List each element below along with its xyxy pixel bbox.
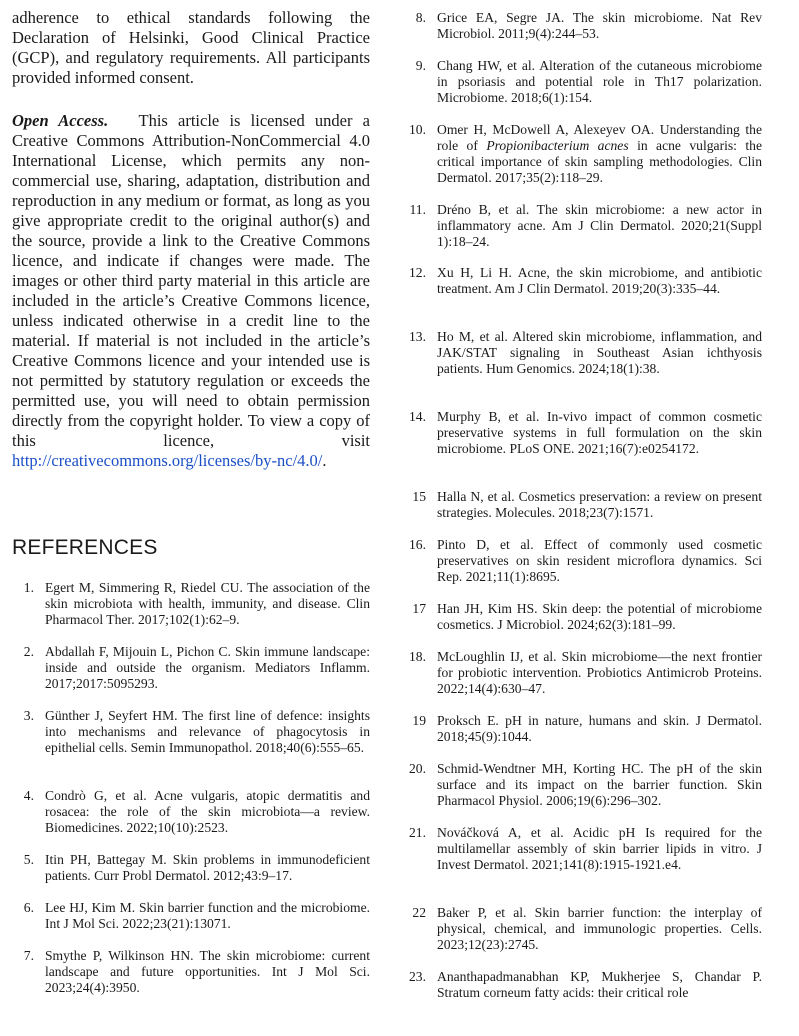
reference-number: 3.: [23, 708, 34, 723]
reference-item: [406, 825, 762, 873]
reference-number: 15: [412, 489, 426, 504]
reference-item: [406, 761, 762, 809]
reference-number: 18.: [409, 649, 426, 664]
reference-text: Proksch E. pH in nature, humans and skin. J Dermatol. 2018;45(9):1044.: [437, 713, 762, 744]
reference-item: [406, 202, 762, 250]
reference-text: Condrò G, et al. Acne vulgaris, atopic dermatitis and rosacea: the role of the skin microbiota—a review. Biomedicines. 2022;10(10):2523.: [45, 788, 370, 835]
reference-text: Chang HW, et al. Alteration of the cutaneous microbiome in psoriasis and potential role in Th17 polarization. Microbiome. 2018;6(1):154.: [437, 58, 762, 105]
reference-text: Murphy B, et al. In-vivo impact of common cosmetic preservative systems in full formulation on the skin microbiome. PLoS ONE. 2021;16(7):e0254172.: [437, 409, 762, 456]
reference-number: 4.: [23, 788, 34, 803]
reference-item: [12, 788, 370, 836]
reference-item: [406, 713, 762, 745]
reference-number: 14.: [409, 409, 426, 424]
reference-text: Schmid-Wendtner MH, Korting HC. The pH of the skin surface and its impact on the barrier function. Skin Pharmacol Physiol. 2006;19(6):296–302.: [437, 761, 762, 808]
reference-text: Dréno B, et al. The skin microbiome: a new actor in inflammatory acne. Am J Clin Dermatol. 2020;21(Suppl 1):18–24.: [437, 202, 762, 249]
reference-number: 20.: [409, 761, 426, 776]
reference-text: Nováčková A, et al. Acidic pH Is required for the multilamellar assembly of skin barrier lipids in vitro. J Invest Dermatol. 2021;141(8):1915-1921.e4.: [437, 825, 762, 872]
reference-item: [406, 10, 762, 42]
reference-number: 16.: [409, 537, 426, 552]
reference-item: [12, 948, 370, 996]
reference-number: 6.: [23, 900, 34, 915]
reference-number: 9.: [415, 58, 426, 73]
reference-item: [12, 900, 370, 932]
reference-item: [406, 265, 762, 297]
reference-item: [12, 580, 370, 628]
reference-text: Itin PH, Battegay M. Skin problems in immunodeficient patients. Curr Probl Dermatol. 2012;43:9–17.: [45, 852, 370, 883]
reference-item: [406, 409, 762, 457]
reference-number: 5.: [23, 852, 34, 867]
reference-text: Ho M, et al. Altered skin microbiome, inflammation, and JAK/STAT signaling in Southeast Asian ichthyosis patients. Hum Genomics. 2024;18(1):38.: [437, 329, 762, 376]
ethics-paragraph: adherence to ethical standards following the Declaration of Helsinki, Good Clinical Practice (GCP), and regulatory requirements. All participants provided informed consent.: [12, 8, 370, 87]
reference-text: [437, 122, 762, 186]
reference-number: 10.: [409, 122, 426, 137]
reference-item: [12, 852, 370, 884]
reference-text-end: in acne vulgaris: the critical importance of skin sampling methodologies. Clin Dermatol. 2017;35(2):118–29.: [437, 137, 762, 185]
references-heading: REFERENCES: [12, 536, 158, 559]
licence-end: .: [322, 451, 327, 470]
reference-item: [12, 644, 370, 692]
reference-text: Egert M, Simmering R, Riedel CU. The association of the skin microbiota with health, immunity, and disease. Clin Pharmacol Ther. 2017;102(1):62–9.: [45, 580, 370, 627]
reference-text-start: Omer H, McDowell A, Alexeyev OA. Understanding the role of: [437, 122, 762, 153]
reference-item: [406, 537, 762, 585]
reference-text: Günther J, Seyfert HM. The first line of defence: insights into mechanisms and relevance of phagocytosis in epithelial cells. Semin Immunopathol. 2018;40(6):555–65.: [45, 708, 370, 755]
reference-number: 23.: [409, 969, 426, 984]
reference-text: Lee HJ, Kim M. Skin barrier function and the microbiome. Int J Mol Sci. 2022;23(21):13071.: [45, 900, 370, 931]
reference-number: 13.: [409, 329, 426, 344]
reference-text-italic: Propionibacterium acnes: [486, 137, 629, 153]
open-access-text: This article is licensed under a Creative Commons Attribution-NonCommercial 4.0 International License, which permits any non-commercial use, sharing, adaptation, distribution and reproduction in any medium or format, as long as you give appropriate credit to the original author(s) and the source, provide a link to the Creative Commons licence, and indicate if changes were made. The images or other third party material in this article are included in the article’s Creative Commons licence, unless indicated otherwise in a credit line to the material. If material is not included in the article’s Creative Commons licence and your intended use is not permitted by statutory regulation or exceeds the permitted use, you will need to obtain permission directly from the copyright holder. To view a copy of this licence, visit: [12, 111, 370, 450]
reference-number: 2.: [23, 644, 34, 659]
reference-text: McLoughlin IJ, et al. Skin microbiome—the next frontier for probiotic intervention. Probiotics Antimicrob Proteins. 2022;14(4):630–47.: [437, 649, 762, 696]
reference-item: [406, 601, 762, 633]
reference-number: 19: [412, 713, 426, 728]
reference-number: 12.: [409, 265, 426, 280]
reference-text: Abdallah F, Mijouin L, Pichon C. Skin immune landscape: inside and outside the organism. Mediators Inflamm. 2017;2017:5095293.: [45, 644, 370, 691]
reference-number: 22: [412, 905, 426, 920]
reference-text: Baker P, et al. Skin barrier function: the interplay of physical, chemical, and immunologic properties. Cells. 2023;12(23):2745.: [437, 905, 762, 952]
reference-text: Smythe P, Wilkinson HN. The skin microbiome: current landscape and future opportunities. Int J Mol Sci. 2023;24(4):3950.: [45, 948, 370, 995]
reference-item: [406, 489, 762, 521]
reference-item: [12, 708, 370, 756]
reference-number: 21.: [409, 825, 426, 840]
reference-text: Pinto D, et al. Effect of commonly used cosmetic preservatives on skin resident microflora dynamics. Sci Rep. 2021;11(1):8695.: [437, 537, 762, 584]
reference-number: 7.: [23, 948, 34, 963]
reference-text: Ananthapadmanabhan KP, Mukherjee S, Chandar P. Stratum corneum fatty acids: their critical role: [437, 969, 762, 1000]
reference-item: [406, 969, 762, 1001]
reference-item: [406, 329, 762, 377]
reference-item: [406, 122, 762, 186]
reference-number: 17: [412, 601, 426, 616]
reference-text: Han JH, Kim HS. Skin deep: the potential of microbiome cosmetics. J Microbiol. 2024;62(3):181–99.: [437, 601, 762, 632]
reference-number: 11.: [409, 202, 426, 217]
open-access-paragraph: [12, 111, 370, 471]
reference-text: Grice EA, Segre JA. The skin microbiome. Nat Rev Microbiol. 2011;9(4):244–53.: [437, 10, 762, 41]
reference-text: Halla N, et al. Cosmetics preservation: a review on present strategies. Molecules. 2018;23(7):1571.: [437, 489, 762, 520]
reference-text: Xu H, Li H. Acne, the skin microbiome, and antibiotic treatment. Am J Clin Dermatol. 2019;20(3):335–44.: [437, 265, 762, 296]
reference-item: [406, 905, 762, 953]
licence-link[interactable]: http://creativecommons.org/licenses/by-nc/4.0/: [12, 451, 323, 470]
reference-number: 1.: [23, 580, 34, 595]
reference-number: 8.: [415, 10, 426, 25]
reference-item: [406, 58, 762, 106]
open-access-lead: Open Access.: [12, 111, 109, 130]
reference-item: [406, 649, 762, 697]
